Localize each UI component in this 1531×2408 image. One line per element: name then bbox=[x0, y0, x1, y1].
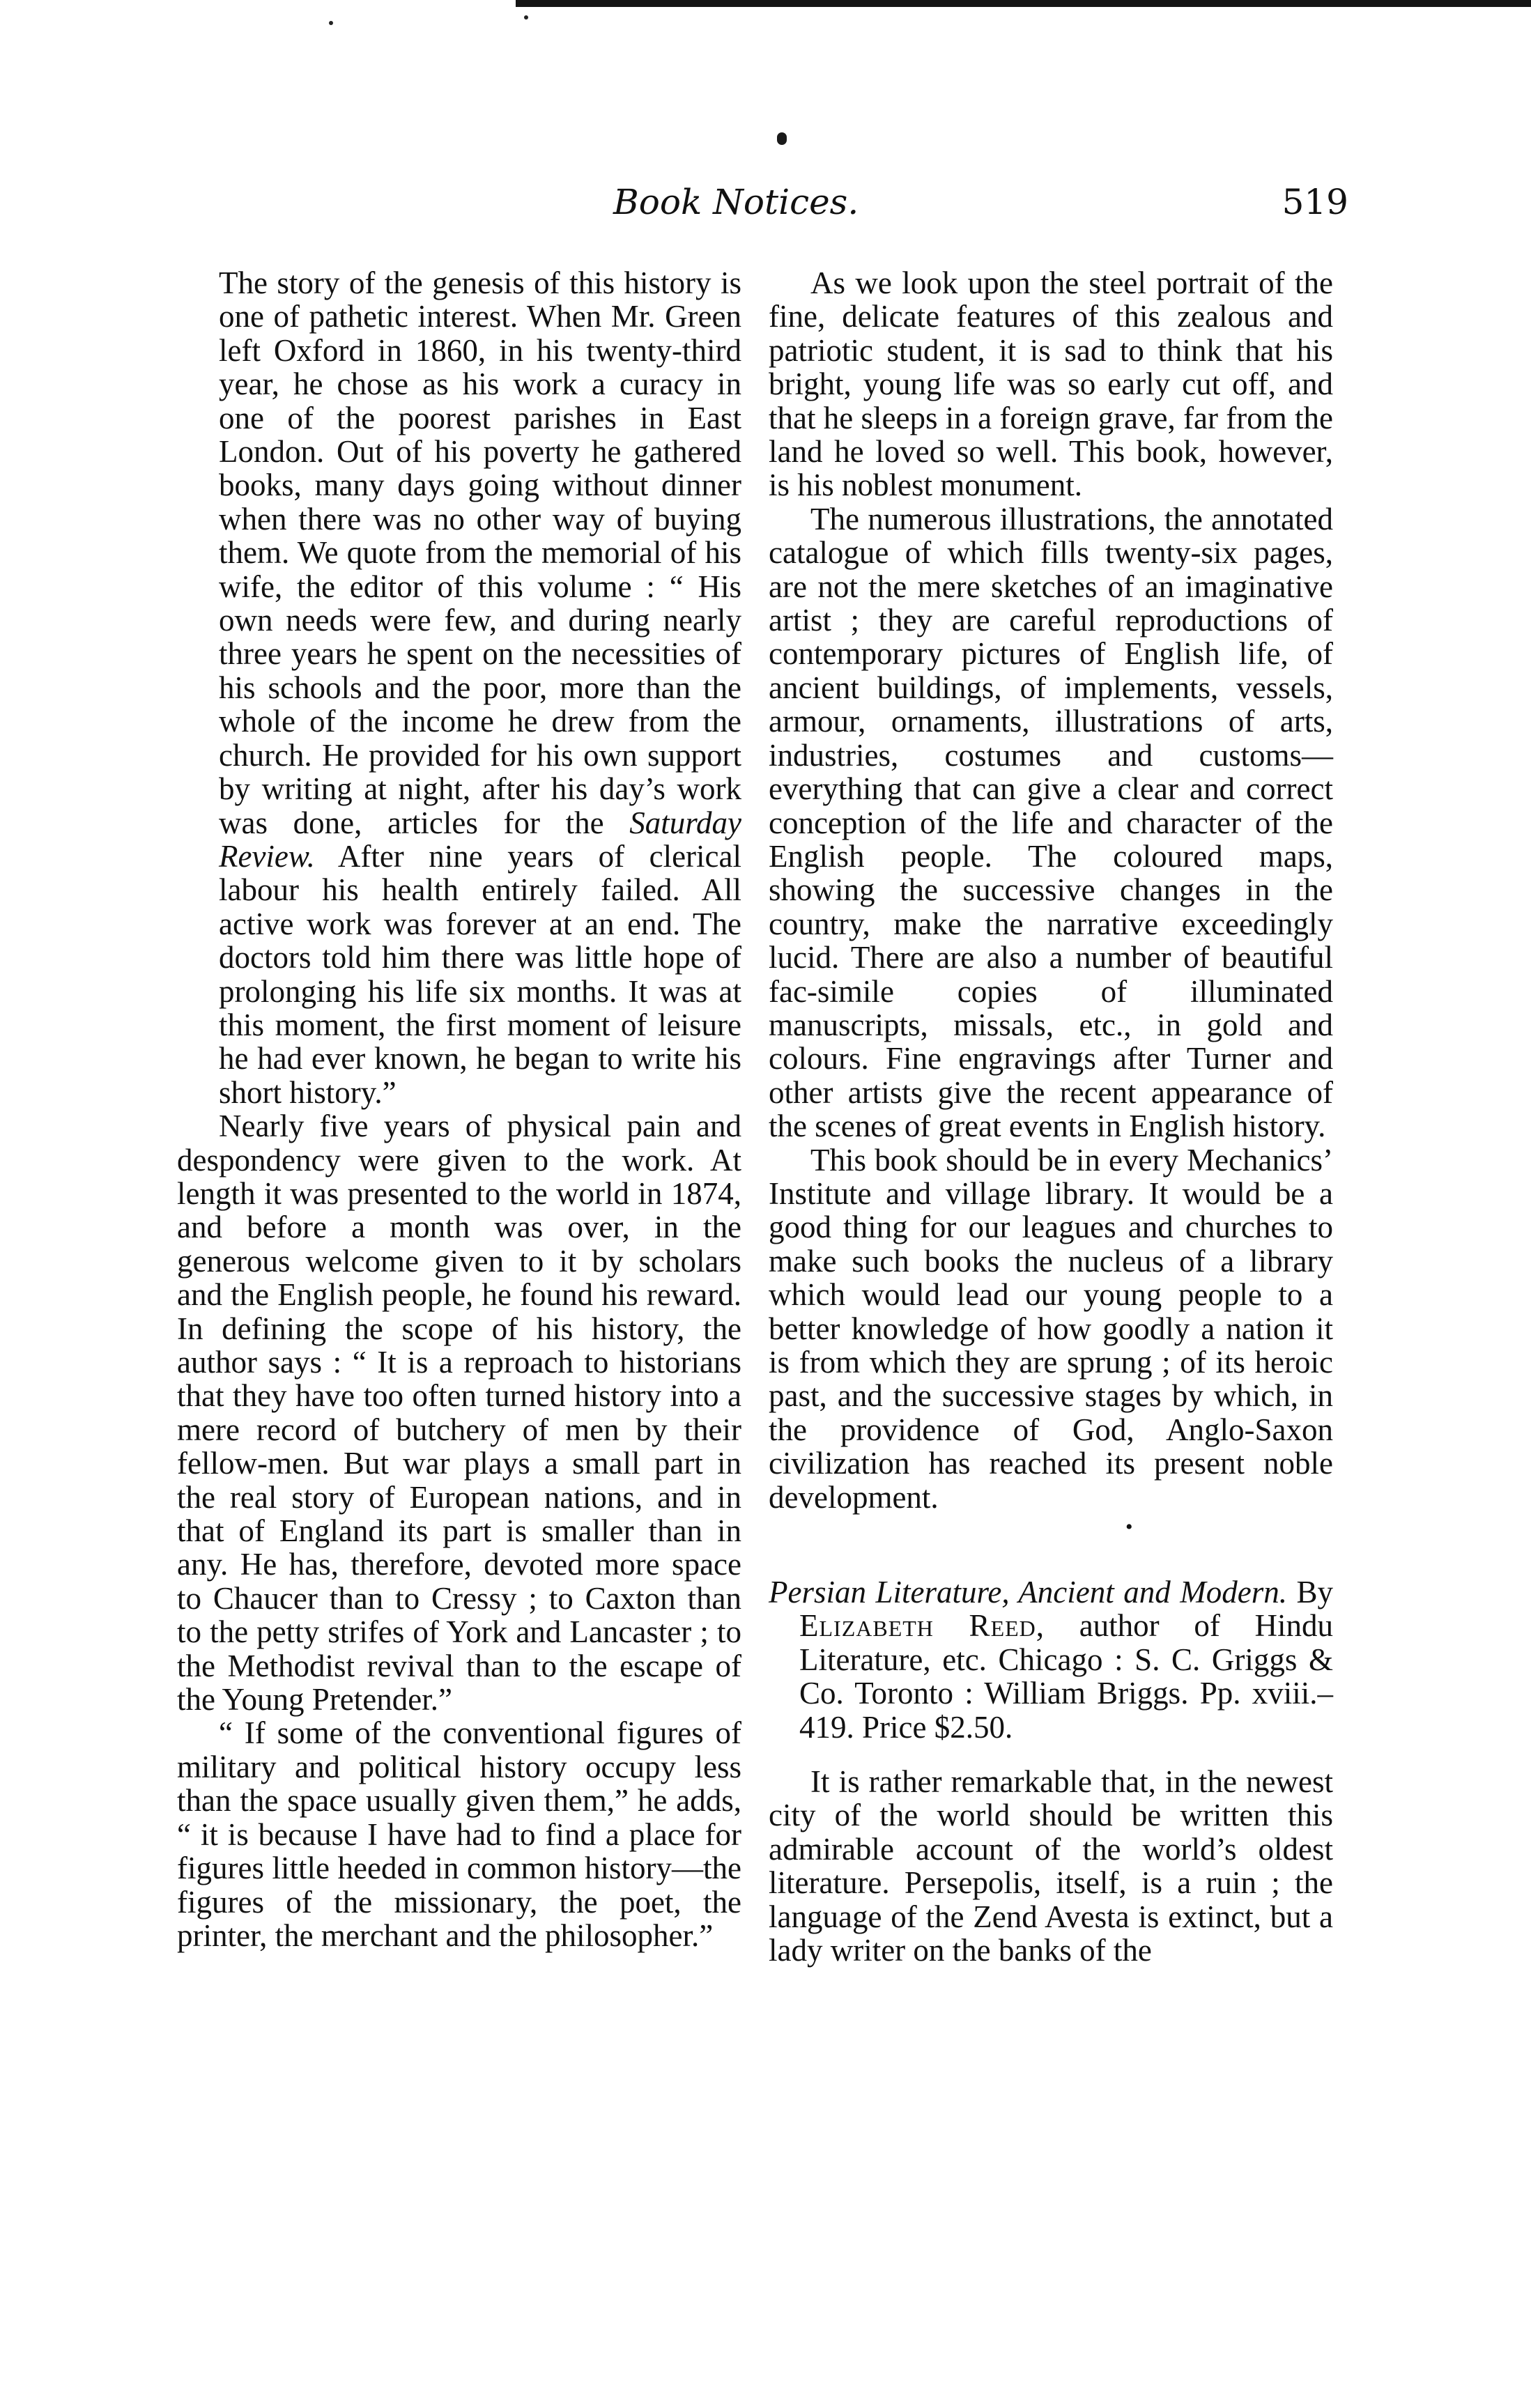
book-author: Elizabeth Reed, bbox=[799, 1608, 1045, 1644]
paragraph: As we look upon the steel portrait of the fine, delicate features of this zealous and patriotic student, it is sad to think that his bright, young life was so early cut off, and that he sleeps in a foreign grave, far from the land he loved so well. This book, however, is his noblest monument. bbox=[769, 265, 1333, 503]
book-title: Persian Literature, Ancient and Modern. bbox=[769, 1575, 1287, 1610]
book-by: By bbox=[1296, 1575, 1334, 1610]
paragraph: “ If some of the conventional figures of military and political history occupy less than the space usually given them,” he adds, “ it is because I have had to find a place for figures little heeded in common history—the figures of the missionary, the poet, the printer, the merchant and the philosopher.” bbox=[177, 1715, 741, 1953]
section-ornament: • bbox=[1125, 1515, 1133, 1539]
right-column bbox=[769, 266, 1333, 1968]
book-notice-heading bbox=[769, 1575, 1333, 1744]
paragraph bbox=[177, 266, 741, 1109]
paragraph-text: After nine years of clerical labour his health entirely failed. All active work was forever at an end. The doctors told him there was little hope of prolonging his life six months. It was at this moment, the first moment of leisure he had ever known, he began to write his short history.” bbox=[219, 838, 741, 1110]
left-column bbox=[177, 266, 741, 1952]
paragraph: Nearly five years of physical pain and despondency were given to the work. At length it was presented to the world in 1874, and before a month was over, in the generous welcome given to it by scholars and the English people, he found his reward. In defining the scope of his history, the author says : “ It is a reproach to historians that they have too often turned history into a mere record of butchery of men by their fellow-men. But war plays a small part in the real story of European nations, and in that of England its part is smaller than in any. He has, therefore, devoted more space to Chaucer than to Cressy ; to Caxton than to the petty strifes of York and Lancaster ; to the Methodist revival than to the escape of the Young Pretender.” bbox=[177, 1109, 741, 1718]
print-speck bbox=[524, 15, 528, 20]
periodical-title: Saturday Review. bbox=[219, 805, 742, 874]
running-title: Book Notices. bbox=[613, 182, 859, 222]
paragraph-text: The story of the genesis of this history is one of pathetic interest. When Mr. Green left Oxford in 1860, in his twenty-third year, he chose as his work a curacy in one of the poorest parishes in East London. Out of his poverty he gathered books, many days going without dinner when there was no other way of buying them. We quote from the memorial of his wife, the editor of this volume : “ His own needs were few, and during nearly three years he spent on the necessities of his schools and the poor, more than the whole of the income he drew from the church. He provided for his own support by writing at night, after his day’s work was done, articles for the bbox=[219, 265, 741, 840]
print-speck bbox=[329, 21, 333, 25]
page-number: 519 bbox=[1282, 182, 1348, 222]
book-details: author of Hindu Literature, etc. Chicago : S. C. Griggs & Co. Toronto : William Briggs. Pp. xviii.–419. Price $2.50. bbox=[799, 1608, 1333, 1745]
header-mark bbox=[777, 132, 787, 145]
paragraph: It is rather remarkable that, in the newest city of the world should be written this admirable account of the world’s oldest literature. Persepolis, itself, is a ruin ; the language of the Zend Avesta is extinct, but a lady writer on the banks of the bbox=[769, 1764, 1333, 1968]
paragraph: This book should be in every Mechanics’ Institute and village library. It would be a good thing for our leagues and churches to make such books the nucleus of a library which would lead our young people to a better knowledge of how goodly a nation it is from which they are sprung ; of its heroic past, and the successive stages by which, in the providence of God, Anglo-Saxon civilization has reached its present noble development. bbox=[769, 1142, 1333, 1515]
top-rule bbox=[516, 0, 1531, 7]
paragraph: The numerous illustrations, the annotated catalogue of which fills twenty-six pages, are not the mere sketches of an imaginative artist ; they are careful reproductions of contemporary pictures of English life, of ancient buildings, of implements, vessels, armour, ornaments, illustrations of arts, industries, costumes and customs—everything that can give a clear and correct conception of the life and character of the English people. The coloured maps, showing the successive changes in the country, make the narrative exceedingly lucid. There are also a number of beautiful fac-simile copies of illuminated manuscripts, missals, etc., in gold and colours. Fine engravings after Turner and other artists give the recent appearance of the scenes of great events in English history. bbox=[769, 501, 1333, 1144]
